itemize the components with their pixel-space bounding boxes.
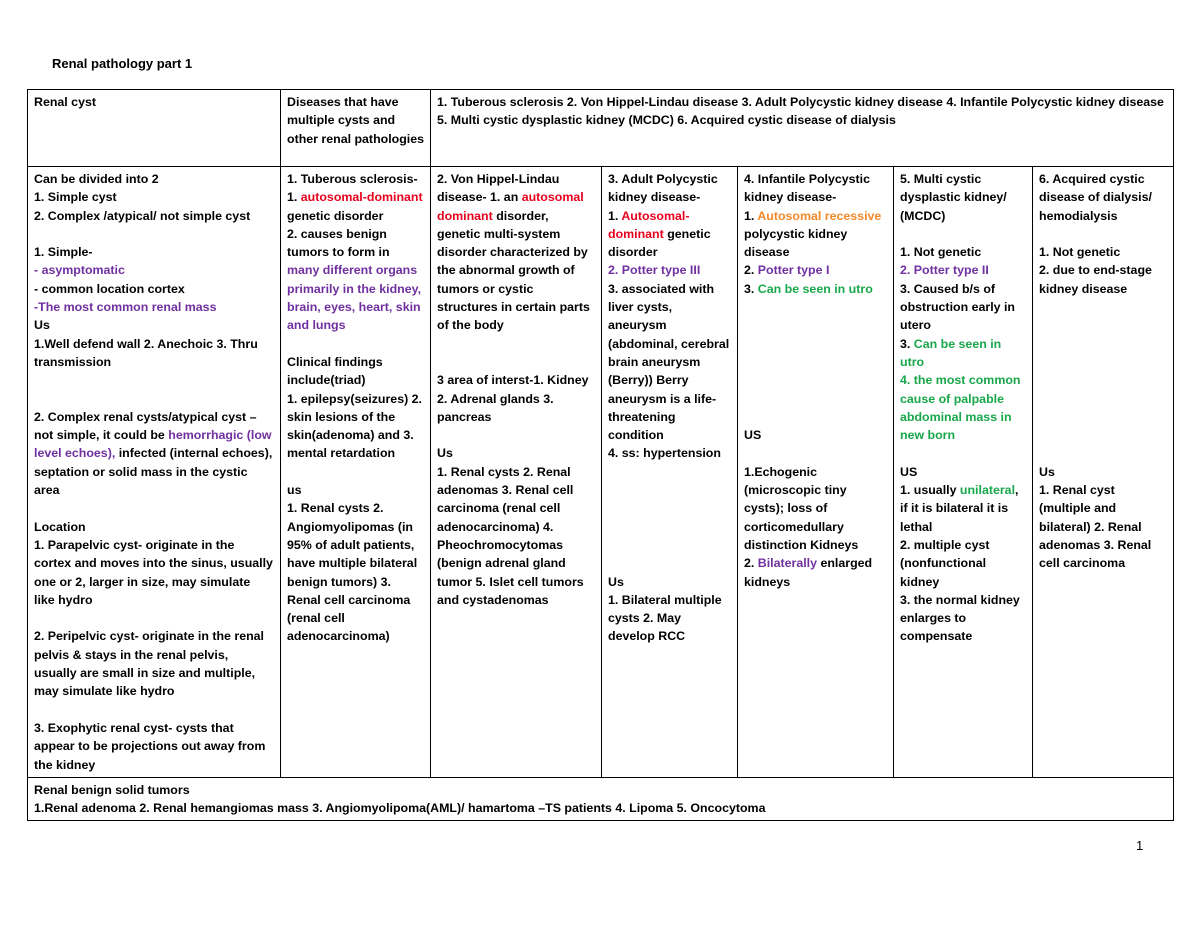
infantile-polycystic-cell: 4. Infantile Polycystic kidney disease- 1. Autosomal recessive polycystic kidney disease 2. Potter type I 3. Can be seen in utro US 1.Echogenic (microscopic tiny cysts); loss of corticomedullary distinction Kidneys 2. Bilaterally enlarged kidneys <box>738 167 894 778</box>
multicystic-dysplastic-cell: 5. Multi cystic dysplastic kidney/ (MCDC) 1. Not genetic 2. Potter type II 3. Caused b/s of obstruction early in utero 3. Can be seen in utro 4. the most common cause of palpable abdominal mass in new born US 1. usually unilateral, if it is bilateral it is lethal 2. multiple cyst (nonfunctional kidney 3. the normal kidney enlarges to compensate <box>894 167 1033 778</box>
page-number: 1 <box>1136 838 1144 853</box>
disease-list-cell: 1. Tuberous sclerosis 2. Von Hippel-Lindau disease 3. Adult Polycystic kidney disease 4. Infantile Polycystic kidney disease 5. Multi cystic dysplastic kidney (MCDC) 6. Acquired cystic disease of dialysis <box>431 90 1174 167</box>
benign-solid-tumors-cell: Renal benign solid tumors 1.Renal adenoma 2. Renal hemangiomas mass 3. Angiomyolipoma(AML)/ hamartoma –TS patients 4. Lipoma 5. Oncocytoma <box>28 777 1174 821</box>
acquired-cystic-cell: 6. Acquired cystic disease of dialysis/ hemodialysis 1. Not genetic 2. due to end-stage kidney disease Us 1. Renal cyst (multiple and bilateral) 2. Renal adenomas 3. Renal cell carcinoma <box>1033 167 1174 778</box>
table-body-row <box>28 167 1174 778</box>
table-footer-row <box>28 777 1174 821</box>
renal-cyst-cell: Can be divided into 2 1. Simple cyst 2. Complex /atypical/ not simple cyst 1. Simple- - asymptomatic - common location cortex -The most common renal mass Us 1.Well defend wall 2. Anechoic 3. Thru transmission 2. Complex renal cysts/atypical cyst – not simple, it could be hemorrhagic (low level echoes), infected (internal echoes), septation or solid mass in the cystic area Location 1. Parapelvic cyst- originate in the cortex and moves into the sinus, usually one or 2, larger in size, may simulate like hydro 2. Peripelvic cyst- originate in the renal pelvis & stays in the renal pelvis, usually are small in size and multiple, may simulate like hydro 3. Exophytic renal cyst- cysts that appear to be projections out away from the kidney <box>28 167 281 778</box>
adult-polycystic-cell: 3. Adult Polycystic kidney disease- 1. Autosomal-dominant genetic disorder 2. Potter type III 3. associated with liver cysts, aneurysm (abdominal, cerebral brain aneurysm (Berry)) Berry aneurysm is a life-threatening condition 4. ss: hypertension Us 1. Bilateral multiple cysts 2. May develop RCC <box>602 167 738 778</box>
vhl-cell: 2. Von Hippel-Lindau disease- 1. an autosomal dominant disorder, genetic multi-system disorder characterized by the abnormal growth of tumors or cystic structures in certain parts of the body 3 area of interst-1. Kidney 2. Adrenal glands 3. pancreas Us 1. Renal cysts 2. Renal adenomas 3. Renal cell carcinoma (renal cell adenocarcinoma) 4. Pheochromocytomas (benign adrenal gland tumor 5. Islet cell tumors and cystadenomas <box>431 167 602 778</box>
table-header-row <box>28 90 1174 167</box>
diseases-header: Diseases that have multiple cysts and other renal pathologies <box>281 90 431 167</box>
document-title: Renal pathology part 1 <box>52 56 193 71</box>
tuberous-cell: 1. Tuberous sclerosis-1. autosomal-dominant genetic disorder 2. causes benign tumors to form in many different organs primarily in the kidney, brain, eyes, heart, skin and lungs Clinical findings include(triad) 1. epilepsy(seizures) 2. skin lesions of the skin(adenoma) and 3. mental retardation us 1. Renal cysts 2. Angiomyolipomas (in 95% of adult patients, have multiple bilateral benign tumors) 3. Renal cell carcinoma (renal cell adenocarcinoma) <box>281 167 431 778</box>
renal-pathology-table <box>27 89 1174 821</box>
renal-cyst-header: Renal cyst <box>28 90 281 167</box>
